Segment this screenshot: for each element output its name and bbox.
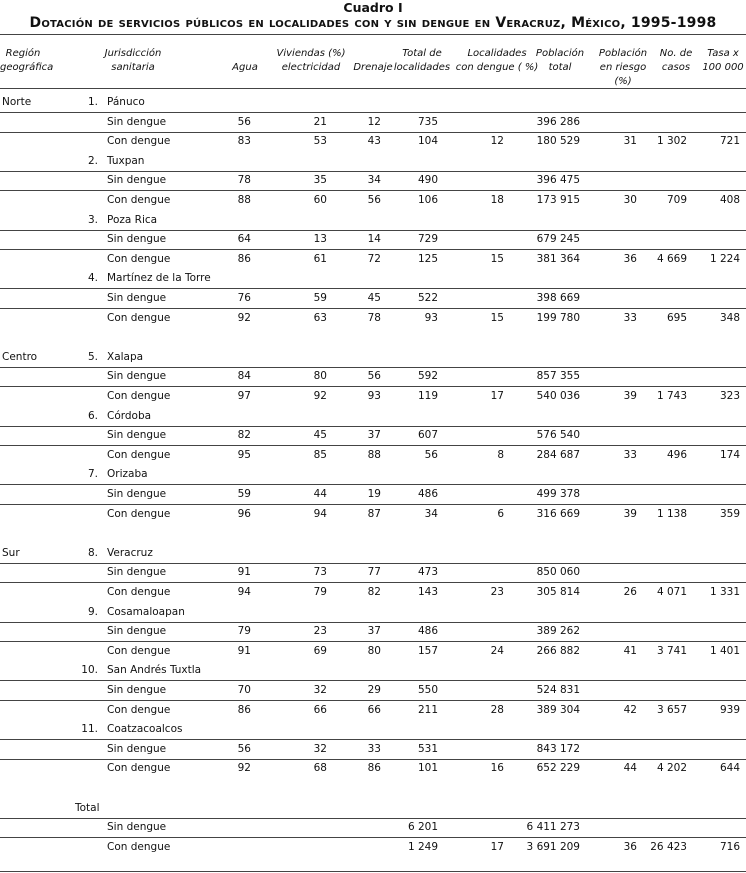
- cell-elec: 23: [313, 625, 327, 638]
- row-divider: [0, 190, 746, 191]
- cell-tasa: 323: [719, 390, 740, 402]
- cell-elec: 94: [313, 507, 327, 520]
- cell-agua: 56: [237, 115, 251, 128]
- cell-locd: 18: [490, 194, 504, 206]
- row-label: Con dengue: [107, 390, 171, 402]
- jurisdiction-name: Cosamaloapan: [107, 605, 185, 618]
- cell-elec: 69: [313, 644, 327, 657]
- row-label: Con dengue: [107, 194, 171, 206]
- cell-elec: 32: [313, 684, 327, 696]
- cell-casos: 4 669: [656, 252, 687, 265]
- cell-locd: 28: [490, 703, 504, 716]
- cell-agua: 86: [237, 703, 251, 716]
- cell-agua: 86: [237, 252, 251, 265]
- cell-dren: 86: [367, 762, 381, 775]
- cell-agua: 92: [237, 311, 251, 324]
- cell-pob: 679 245: [536, 233, 580, 246]
- cell-tasa: 721: [719, 135, 740, 148]
- cell-total: 531: [417, 742, 438, 755]
- row-label: Sin dengue: [107, 625, 167, 638]
- row-label: Con dengue: [107, 703, 171, 716]
- table-title: Cuadro I: [343, 0, 403, 15]
- cell-tasa: 174: [719, 448, 740, 461]
- cell-dren: 56: [367, 370, 381, 383]
- cell-pob: 540 036: [536, 390, 580, 402]
- cell-riesgo: 41: [623, 644, 637, 657]
- region-name: Sur: [2, 546, 20, 559]
- header-region-line1: Región: [5, 48, 41, 59]
- row-label: Sin dengue: [107, 488, 167, 500]
- cell-dren: 78: [367, 311, 381, 324]
- cell-agua: 97: [237, 390, 251, 402]
- cell-total: 93: [424, 311, 438, 324]
- cell-total: 104: [417, 135, 438, 148]
- jurisdiction-number: 3.: [87, 213, 98, 226]
- cell-riesgo: 36: [623, 252, 637, 265]
- row-label: Sin dengue: [107, 742, 167, 755]
- cell-total: 729: [417, 233, 438, 246]
- cell-dren: 37: [367, 429, 381, 442]
- cell-tasa: 939: [719, 703, 740, 716]
- row-label: Sin dengue: [107, 292, 167, 304]
- cell-riesgo: 39: [623, 507, 637, 520]
- cell-dren: 72: [367, 252, 381, 265]
- header-agua: Agua: [232, 62, 258, 73]
- cell-elec: 53: [313, 135, 327, 148]
- row-divider: [0, 582, 746, 583]
- cell-dren: 77: [367, 566, 381, 579]
- cell-tasa: 644: [719, 762, 740, 775]
- cell-locd: 24: [490, 644, 504, 657]
- jurisdiction-number: 4.: [87, 272, 98, 285]
- cell-dren: 87: [367, 507, 381, 520]
- jurisdiction-number: 8.: [87, 546, 98, 559]
- cell-pob: 857 355: [536, 370, 580, 383]
- cell-tasa: 1 401: [709, 644, 740, 657]
- cell-pob: 396 286: [536, 115, 580, 128]
- cell-locd: 17: [490, 390, 504, 402]
- row-label: Con dengue: [107, 586, 171, 598]
- cell-total: 119: [417, 390, 438, 402]
- cell-tasa: 359: [719, 507, 740, 520]
- cell-casos: 3 741: [656, 644, 687, 657]
- cell-pob: 389 262: [536, 625, 580, 638]
- cell-casos: 709: [666, 194, 687, 206]
- jurisdiction-number: 1.: [87, 96, 98, 108]
- cell-tasa: 716: [719, 840, 740, 853]
- row-divider: [0, 230, 746, 231]
- row-divider: [0, 818, 746, 819]
- cell-agua: 82: [237, 429, 251, 442]
- cell-casos: 695: [666, 311, 687, 324]
- header-poblacion-total-line1: Población: [535, 48, 585, 59]
- cell-dren: 34: [367, 174, 381, 187]
- jurisdiction-name: Tuxpan: [107, 154, 145, 167]
- cell-pob: 850 060: [536, 566, 580, 579]
- row-divider: [0, 112, 746, 113]
- subtitle-part: 1995-1998: [630, 15, 717, 31]
- cell-locd: 6: [497, 507, 504, 520]
- jurisdiction-name: Orizaba: [107, 468, 148, 481]
- cell-pob: 316 669: [536, 507, 580, 520]
- header-viviendas-line1: Viviendas (%): [276, 48, 346, 59]
- row-divider: [0, 484, 746, 485]
- cell-locd: 15: [490, 311, 504, 324]
- jurisdiction-name: Poza Rica: [107, 213, 158, 226]
- header-region-line2: geográfica: [0, 62, 54, 73]
- header-tasa-line2: 100 000: [702, 62, 744, 73]
- row-label: Con dengue: [107, 840, 171, 853]
- cell-pob: 381 364: [536, 252, 580, 265]
- cell-total: 101: [417, 762, 438, 775]
- cell-agua: 96: [237, 507, 251, 520]
- row-divider: [0, 504, 746, 505]
- cell-dren: 43: [367, 135, 381, 148]
- cell-agua: 84: [237, 370, 251, 383]
- cell-elec: 60: [313, 194, 327, 206]
- header-tasa-line1: Tasa x: [707, 48, 739, 59]
- subtitle-part: otación de servicios públicos en localidades con y sin dengue en: [41, 15, 496, 31]
- cell-pob: 266 882: [536, 644, 580, 657]
- row-label: Sin dengue: [107, 566, 167, 579]
- cell-locd: 17: [490, 840, 504, 853]
- cell-total: 143: [417, 586, 438, 598]
- row-divider: [0, 249, 746, 250]
- row-divider: [0, 288, 746, 289]
- region-name: Norte: [2, 96, 32, 108]
- cell-pob: 173 915: [536, 194, 580, 206]
- cell-total: 1 249: [407, 840, 438, 853]
- cell-agua: 59: [237, 488, 251, 500]
- cell-casos: 26 423: [650, 840, 687, 853]
- row-label: Con dengue: [107, 252, 171, 265]
- jurisdiction-name: Córdoba: [107, 409, 152, 422]
- cell-dren: 14: [367, 233, 381, 246]
- row-divider: [0, 426, 746, 427]
- subtitle-part: D: [29, 15, 42, 31]
- total-label: Total: [75, 801, 100, 814]
- jurisdiction-number: 11.: [81, 723, 98, 736]
- cell-dren: 88: [367, 448, 381, 461]
- cell-elec: 13: [313, 233, 327, 246]
- row-divider: [0, 171, 746, 172]
- cell-riesgo: 30: [623, 194, 637, 206]
- cell-riesgo: 33: [623, 311, 637, 324]
- row-label: Sin dengue: [107, 233, 167, 246]
- cell-dren: 33: [367, 742, 381, 755]
- cell-dren: 45: [367, 292, 381, 304]
- cell-locd: 12: [490, 135, 504, 148]
- subtitle-part: eracruz,: [506, 15, 572, 31]
- row-divider: [0, 680, 746, 681]
- cell-casos: 3 657: [656, 703, 687, 716]
- region-name: Centro: [2, 350, 38, 363]
- cell-agua: 78: [237, 174, 251, 187]
- cell-elec: 73: [313, 566, 327, 579]
- cell-total: 157: [417, 644, 438, 657]
- cell-pob: 6 411 273: [526, 821, 580, 834]
- cell-elec: 92: [313, 390, 327, 402]
- cell-agua: 56: [237, 742, 251, 755]
- cell-total: 34: [424, 507, 438, 520]
- jurisdiction-name: Xalapa: [107, 350, 144, 363]
- row-divider: [0, 622, 746, 623]
- cell-total: 607: [417, 429, 438, 442]
- cell-total: 125: [417, 252, 438, 265]
- row-divider: [0, 759, 746, 760]
- cell-elec: 21: [313, 115, 327, 128]
- cell-dren: 93: [367, 390, 381, 402]
- subtitle-part: V: [495, 15, 507, 31]
- cell-elec: 35: [313, 174, 327, 187]
- cell-agua: 91: [237, 644, 251, 657]
- cell-dren: 66: [367, 703, 381, 716]
- cell-agua: 88: [237, 194, 251, 206]
- cell-agua: 83: [237, 135, 251, 148]
- cell-total: 486: [417, 488, 438, 500]
- row-label: Sin dengue: [107, 115, 167, 128]
- cell-tasa: 348: [719, 311, 740, 324]
- row-divider: [0, 445, 746, 446]
- cell-elec: 79: [313, 586, 327, 598]
- jurisdiction-number: 9.: [87, 605, 98, 618]
- cell-pob: 180 529: [536, 135, 580, 148]
- jurisdiction-name: Martínez de la Torre: [107, 272, 211, 285]
- row-label: Con dengue: [107, 135, 171, 148]
- cell-pob: 305 814: [536, 586, 580, 598]
- cell-agua: 95: [237, 448, 251, 461]
- cell-dren: 29: [367, 684, 381, 696]
- header-localidades-dengue-line2: con dengue ( %): [455, 62, 539, 73]
- header-total-localidades-line1: Total de: [402, 48, 442, 59]
- cell-elec: 63: [313, 311, 327, 324]
- jurisdiction-number: 6.: [87, 409, 98, 422]
- jurisdiction-number: 10.: [81, 664, 98, 677]
- cell-total: 56: [424, 448, 438, 461]
- cell-dren: 19: [367, 488, 381, 500]
- cell-elec: 85: [313, 448, 327, 461]
- cell-total: 735: [417, 115, 438, 128]
- cell-tasa: 1 224: [709, 252, 740, 265]
- cell-locd: 23: [490, 586, 504, 598]
- cell-agua: 64: [237, 233, 251, 246]
- cell-casos: 1 138: [656, 507, 687, 520]
- cell-locd: 16: [490, 762, 504, 775]
- row-label: Sin dengue: [107, 174, 167, 187]
- cell-agua: 91: [237, 566, 251, 579]
- cell-total: 486: [417, 625, 438, 638]
- row-label: Con dengue: [107, 507, 171, 520]
- header-poblacion-total-line2: total: [548, 62, 572, 73]
- cell-total: 592: [417, 370, 438, 383]
- header-localidades-dengue-line1: Localidades: [467, 48, 527, 59]
- header-drenaje: Drenaje: [353, 62, 393, 73]
- cell-riesgo: 26: [623, 586, 637, 598]
- cell-total: 473: [417, 566, 438, 579]
- rule-bottom: [0, 871, 746, 872]
- row-label: Sin dengue: [107, 821, 167, 834]
- cell-elec: 68: [313, 762, 327, 775]
- cell-agua: 79: [237, 625, 251, 638]
- cell-pob: 284 687: [536, 448, 580, 461]
- row-divider: [0, 563, 746, 564]
- row-divider: [0, 641, 746, 642]
- cell-elec: 61: [313, 252, 327, 265]
- cell-casos: 1 743: [656, 390, 687, 402]
- header-poblacion-riesgo-line2: en riesgo (%): [599, 62, 647, 87]
- cell-elec: 44: [313, 488, 327, 500]
- cell-pob: 652 229: [536, 762, 580, 775]
- cell-dren: 82: [367, 586, 381, 598]
- header-casos-line2: casos: [661, 62, 691, 73]
- cell-total: 550: [417, 684, 438, 696]
- jurisdiction-number: 2.: [87, 154, 98, 167]
- row-label: Con dengue: [107, 762, 171, 775]
- cell-riesgo: 42: [623, 703, 637, 716]
- cell-agua: 92: [237, 762, 251, 775]
- jurisdiction-name: Pánuco: [107, 96, 145, 108]
- header-jurisdiccion-line2: sanitaria: [111, 62, 155, 73]
- row-label: Con dengue: [107, 644, 171, 657]
- cell-casos: 1 302: [656, 135, 687, 148]
- row-divider: [0, 132, 746, 133]
- cell-agua: 94: [237, 586, 251, 598]
- cell-elec: 66: [313, 703, 327, 716]
- jurisdiction-name: Veracruz: [107, 546, 153, 559]
- jurisdiction-name: Coatzacoalcos: [107, 723, 183, 736]
- cell-elec: 45: [313, 429, 327, 442]
- cell-total: 106: [417, 194, 438, 206]
- cell-locd: 8: [497, 448, 504, 461]
- header-casos-line1: No. de: [659, 48, 693, 59]
- row-label: Sin dengue: [107, 684, 167, 696]
- cell-pob: 576 540: [536, 429, 580, 442]
- header-viviendas-line2: electricidad: [281, 62, 341, 73]
- cell-pob: 199 780: [536, 311, 580, 324]
- cell-pob: 389 304: [536, 703, 580, 716]
- cell-total: 522: [417, 292, 438, 304]
- cell-total: 490: [417, 174, 438, 187]
- row-divider: [0, 386, 746, 387]
- row-divider: [0, 739, 746, 740]
- jurisdiction-number: 7.: [87, 468, 98, 481]
- cell-pob: 398 669: [536, 292, 580, 304]
- cell-pob: 499 378: [536, 488, 580, 500]
- cell-casos: 496: [666, 448, 687, 461]
- header-poblacion-riesgo-line1: Población: [598, 48, 648, 59]
- cell-riesgo: 39: [623, 390, 637, 402]
- row-divider: [0, 367, 746, 368]
- cell-tasa: 408: [719, 194, 740, 206]
- cell-agua: 70: [237, 684, 251, 696]
- cell-dren: 12: [367, 115, 381, 128]
- cell-elec: 59: [313, 292, 327, 304]
- cell-riesgo: 36: [623, 840, 637, 853]
- cell-pob: 843 172: [536, 742, 580, 755]
- jurisdiction-name: San Andrés Tuxtla: [107, 664, 202, 677]
- cell-riesgo: 44: [623, 762, 637, 775]
- cell-pob: 3 691 209: [526, 840, 580, 853]
- cell-elec: 32: [313, 742, 327, 755]
- cell-agua: 76: [237, 292, 251, 304]
- cell-riesgo: 33: [623, 448, 637, 461]
- jurisdiction-number: 5.: [87, 350, 98, 363]
- header-total-localidades-line2: localidades: [393, 62, 451, 73]
- row-divider: [0, 308, 746, 309]
- cell-pob: 524 831: [536, 684, 580, 696]
- row-label: Con dengue: [107, 448, 171, 461]
- cell-pob: 396 475: [536, 174, 580, 187]
- row-divider: [0, 837, 746, 838]
- cell-casos: 4 202: [656, 762, 687, 775]
- row-label: Sin dengue: [107, 429, 167, 442]
- cell-tasa: 1 331: [709, 586, 740, 598]
- cell-total: 211: [417, 703, 438, 716]
- cell-elec: 80: [313, 370, 327, 383]
- subtitle-part: M: [571, 15, 586, 31]
- header-jurisdiccion-line1: Jurisdicción: [104, 48, 162, 59]
- cell-dren: 37: [367, 625, 381, 638]
- row-label: Sin dengue: [107, 370, 167, 383]
- row-divider: [0, 700, 746, 701]
- cell-total: 6 201: [407, 821, 438, 834]
- subtitle-part: éxico,: [585, 15, 631, 31]
- cell-dren: 80: [367, 644, 381, 657]
- row-label: Con dengue: [107, 311, 171, 324]
- cell-locd: 15: [490, 252, 504, 265]
- cell-casos: 4 071: [656, 586, 687, 598]
- cell-dren: 56: [367, 194, 381, 206]
- cell-riesgo: 31: [623, 135, 637, 148]
